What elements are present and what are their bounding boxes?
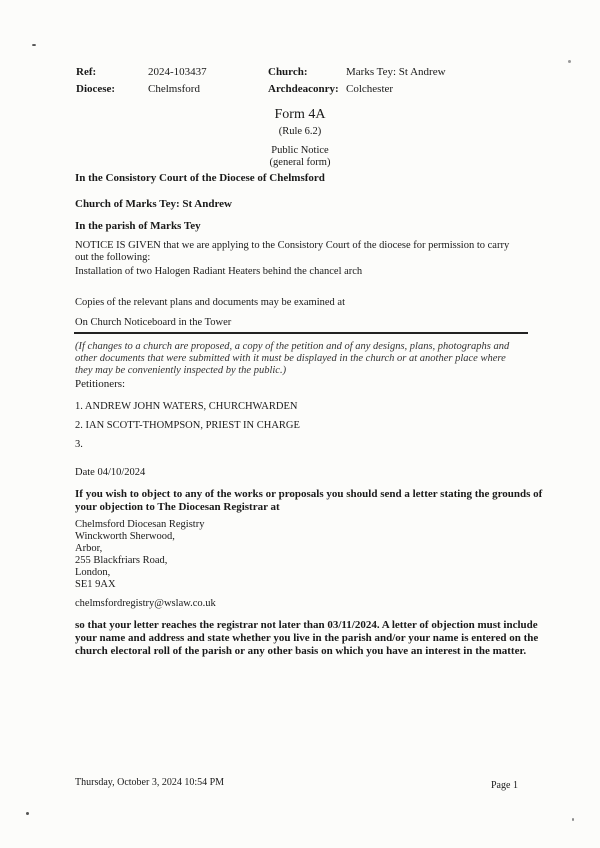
deadline-text-line-3: church electoral roll of the parish or any other basis on which you have an interest in the matter. — [75, 645, 527, 657]
address-line: 255 Blackfriars Road, — [75, 555, 168, 566]
page-number: Page 1 — [491, 780, 518, 791]
petitioner-3: 3. — [75, 439, 83, 450]
divider-rule — [74, 332, 528, 334]
copies-text: Copies of the relevant plans and documents may be examined at — [75, 297, 346, 308]
notice-text-line-2: out the following: — [75, 252, 151, 263]
italic-note-line-3: they may be conveniently inspected by the public.) — [75, 365, 287, 376]
address-line: London, — [75, 567, 111, 578]
objection-text-line-1: If you wish to object to any of the works or proposals you should send a letter stating the grounds of — [75, 488, 543, 500]
scan-speck — [32, 44, 36, 46]
notice-date: Date 04/10/2024 — [75, 467, 146, 478]
archdeaconry-value: Colchester — [346, 83, 394, 95]
scan-speck — [26, 812, 29, 815]
works-description: Installation of two Halogen Radiant Heaters behind the chancel arch — [75, 266, 363, 277]
church-value: Marks Tey: St Andrew — [346, 66, 446, 78]
address-line: Winckworth Sherwood, — [75, 531, 175, 542]
registry-email: chelmsfordregistry@wslaw.co.uk — [75, 598, 216, 609]
scan-speck — [568, 60, 571, 63]
address-line: Chelmsford Diocesan Registry — [75, 519, 205, 530]
notice-type: Public Notice — [271, 145, 329, 156]
diocese-label: Diocese: — [76, 83, 116, 95]
church-label: Church: — [268, 66, 308, 78]
court-heading: In the Consistory Court of the Diocese of Chelmsford — [75, 172, 325, 184]
ref-label: Ref: — [76, 66, 97, 78]
deadline-text-line-2: your name and address and state whether you live in the parish and/or your name is entered on the — [75, 632, 539, 644]
diocese-value: Chelmsford — [148, 83, 200, 95]
ref-value: 2024-103437 — [148, 66, 207, 78]
archdeaconry-label: Archdeaconry: — [268, 83, 339, 95]
petitioner-1: 1. ANDREW JOHN WATERS, CHURCHWARDEN — [75, 401, 298, 412]
petitioner-2: 2. IAN SCOTT-THOMPSON, PRIEST IN CHARGE — [75, 420, 300, 431]
notice-subtype: (general form) — [269, 157, 331, 168]
form-rule: (Rule 6.2) — [278, 126, 322, 137]
italic-note-line-1: (If changes to a church are proposed, a copy of the petition and of any designs, plans, photographs and — [75, 341, 510, 352]
inspection-location: On Church Noticeboard in the Tower — [75, 317, 232, 328]
scan-speck — [572, 818, 574, 821]
print-timestamp: Thursday, October 3, 2024 10:54 PM — [75, 777, 225, 788]
church-heading: Church of Marks Tey: St Andrew — [75, 198, 232, 210]
address-line: SE1 9AX — [75, 579, 116, 590]
notice-text-line-1: NOTICE IS GIVEN that we are applying to the Consistory Court of the diocese for permission to carry — [75, 240, 510, 251]
deadline-text-line-1: so that your letter reaches the registrar not later than 03/11/2024. A letter of objection must include — [75, 619, 538, 631]
address-line: Arbor, — [75, 543, 103, 554]
petitioners-label: Petitioners: — [75, 378, 126, 390]
form-title: Form 4A — [274, 107, 326, 122]
parish-heading: In the parish of Marks Tey — [75, 220, 201, 232]
objection-text-line-2: your objection to The Diocesan Registrar at — [75, 501, 280, 513]
italic-note-line-2: other documents that were submitted with it must be displayed in the church or at another place where — [75, 353, 506, 364]
